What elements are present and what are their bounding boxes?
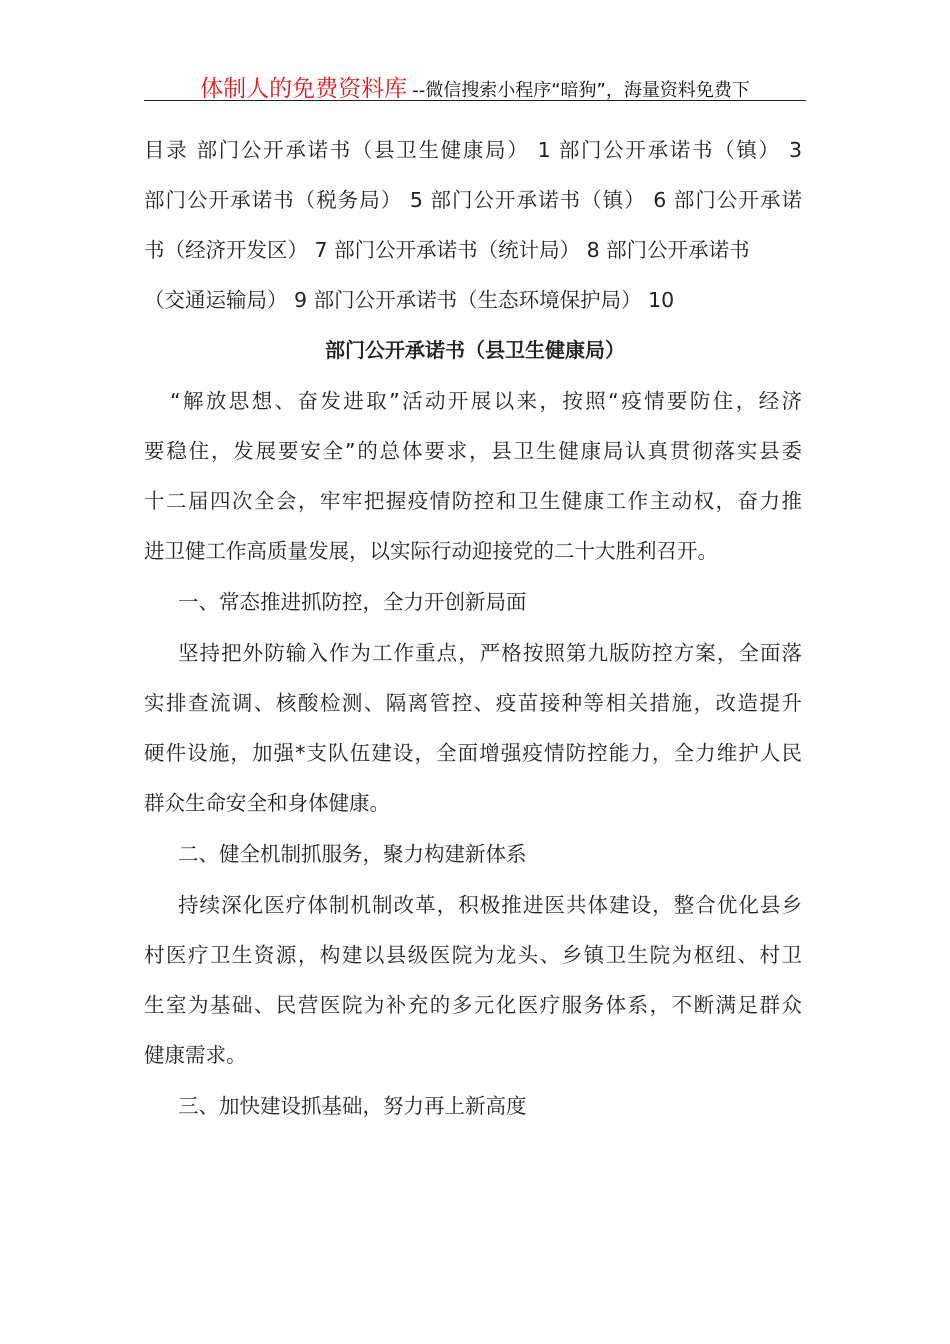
paragraph-line: 健康需求。	[144, 1043, 247, 1067]
paragraph-line: 坚持把外防输入作为工作重点，严格按照第九版防控方案，全面落	[178, 641, 802, 665]
toc-line: 目录 部门公开承诺书（县卫生健康局） 1 部门公开承诺书（镇） 3	[144, 138, 802, 162]
paragraph-line: 持续深化医疗体制机制改革，积极推进医共体建设，整合优化县乡	[178, 893, 802, 917]
paragraph-line: 硬件设施，加强*支队伍建设，全面增强疫情防控能力，全力维护人民	[144, 741, 802, 765]
paragraph-line: 要稳住，发展要安全”的总体要求，县卫生健康局认真贯彻落实县委	[144, 439, 802, 463]
page-header	[144, 70, 806, 100]
paragraph-line: 村医疗卫生资源，构建以县级医院为龙头、乡镇卫生院为枢纽、村卫	[144, 943, 802, 967]
section-heading: 二、健全机制抓服务，聚力构建新体系	[178, 842, 527, 866]
toc-line: 部门公开承诺书（税务局） 5 部门公开承诺书（镇） 6 部门公开承诺	[144, 188, 802, 212]
section-heading: 三、加快建设抓基础，努力再上新高度	[178, 1094, 527, 1118]
toc-line: （交通运输局） 9 部门公开承诺书（生态环境保护局） 10	[144, 288, 675, 312]
paragraph-line: 进卫健工作高质量发展，以实际行动迎接党的二十大胜利召开。	[144, 539, 718, 563]
header-brand: 体制人的免费资料库	[200, 76, 408, 102]
toc-line: 书（经济开发区） 7 部门公开承诺书（统计局） 8 部门公开承诺书	[144, 238, 750, 262]
paragraph-line: 生室为基础、民营医院为补充的多元化医疗服务体系，不断满足群众	[144, 993, 802, 1017]
paragraph-line: 实排查流调、核酸检测、隔离管控、疫苗接种等相关措施，改造提升	[144, 691, 802, 715]
paragraph-line: 群众生命安全和身体健康。	[144, 791, 390, 815]
paragraph-line: 十二届四次全会，牢牢把握疫情防控和卫生健康工作主动权，奋力推	[144, 489, 802, 513]
section-title: 部门公开承诺书（县卫生健康局）	[325, 338, 625, 362]
header-divider	[144, 100, 806, 101]
paragraph-line: “解放思想、奋发进取”活动开展以来，按照“疫情要防住，经济	[170, 389, 802, 413]
header-tagline: --微信搜索小程序“暗狗”，海量资料免费下	[412, 80, 750, 101]
section-heading: 一、常态推进抓防控，全力开创新局面	[178, 590, 527, 614]
